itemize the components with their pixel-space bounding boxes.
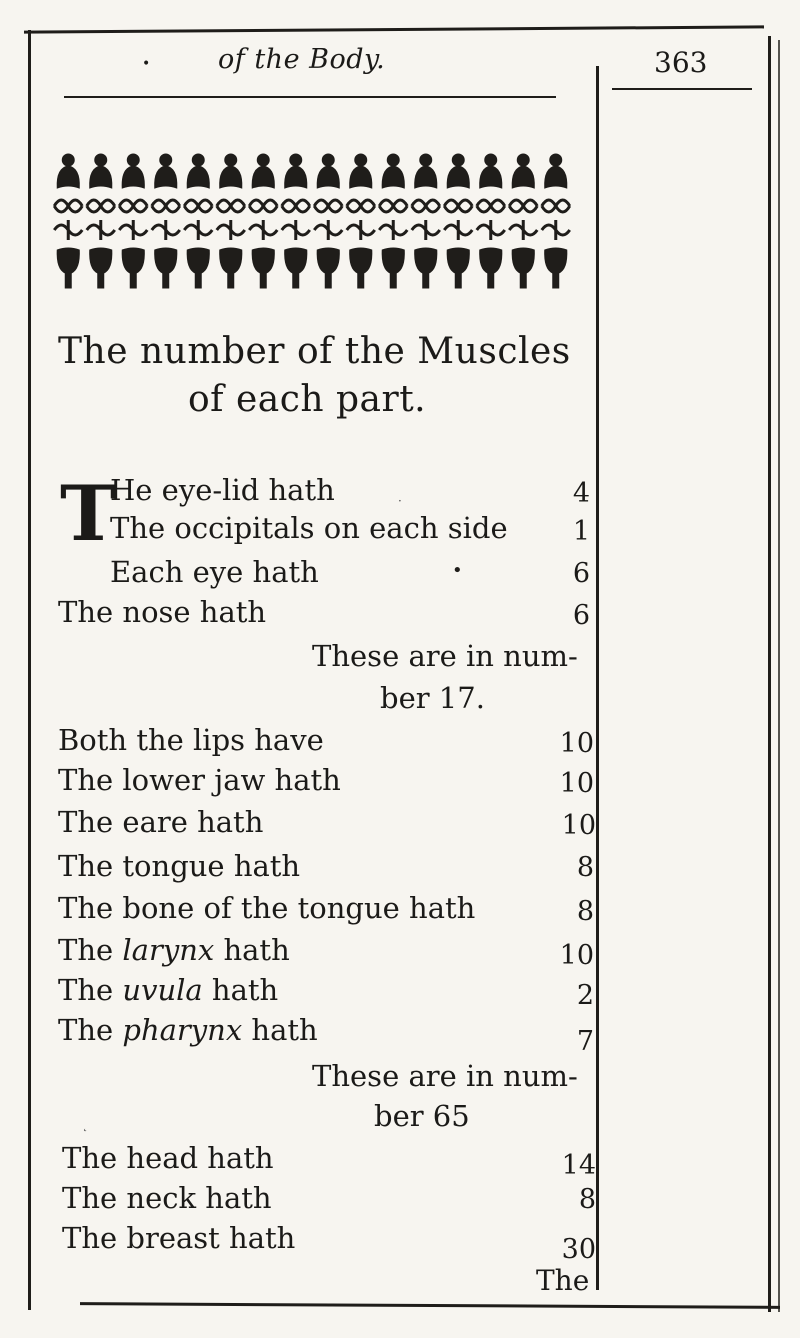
entry-occipitals bbox=[110, 510, 508, 546]
subtotal-1-line-1: These are in num- bbox=[312, 639, 578, 673]
entry-uvula bbox=[58, 972, 278, 1008]
entry-larynx bbox=[58, 932, 290, 968]
entry-label-term: pharynx bbox=[122, 1013, 243, 1047]
fleuron bbox=[87, 154, 115, 288]
entry-value: 8 bbox=[578, 1184, 596, 1215]
subtotal-2-line-1: These are in num- bbox=[312, 1059, 578, 1093]
header-rule bbox=[64, 96, 556, 98]
catchword: The bbox=[536, 1264, 590, 1297]
fleuron bbox=[477, 154, 505, 288]
header-dot: • bbox=[142, 56, 151, 72]
frame-right-inner-rule bbox=[778, 40, 780, 1312]
entry-label: He eye-lid hath bbox=[110, 473, 335, 507]
frame-right-rule bbox=[768, 36, 771, 1312]
entry-label-prefix: The bbox=[58, 1013, 123, 1047]
fleuron-ornament-band bbox=[52, 146, 572, 298]
entry-label: Each eye hath bbox=[110, 555, 319, 589]
entry-pharynx bbox=[58, 1012, 318, 1048]
fleuron bbox=[379, 154, 407, 288]
entry-value: 14 bbox=[561, 1150, 596, 1181]
fleuron bbox=[152, 154, 180, 288]
entry-value: 8 bbox=[576, 896, 594, 927]
entry-label: The tongue hath bbox=[58, 849, 301, 883]
entry-value: 10 bbox=[561, 810, 596, 841]
entry-label: The eare hath bbox=[58, 805, 264, 839]
drop-capital: T bbox=[60, 469, 117, 558]
entry-nose bbox=[58, 594, 266, 630]
entry-value: 4 bbox=[572, 478, 590, 509]
entry-label: The occipitals on each side bbox=[110, 511, 508, 545]
fleuron bbox=[314, 154, 342, 288]
fleuron bbox=[347, 154, 375, 288]
entry-label-suffix: hath bbox=[214, 933, 290, 967]
section-title-line-1: The number of the Muscles bbox=[58, 331, 571, 372]
subtotal-1-line-2: ber 17. bbox=[380, 681, 485, 715]
section-title bbox=[56, 328, 596, 424]
entry-value: 1 bbox=[572, 516, 590, 547]
entry-value: 10 bbox=[559, 940, 594, 971]
page-number: 363 bbox=[654, 46, 708, 79]
entry-label: The neck hath bbox=[62, 1181, 272, 1215]
entry-tongue bbox=[58, 848, 300, 884]
frame-top-rule bbox=[24, 25, 764, 33]
frame-bottom-rule bbox=[80, 1302, 780, 1309]
entry-label: Both the lips have bbox=[58, 723, 324, 757]
entry-label-suffix: hath bbox=[242, 1013, 318, 1047]
entry-neck bbox=[62, 1180, 272, 1216]
entry-label: The breast hath bbox=[62, 1221, 296, 1255]
entry-label-suffix: hath bbox=[202, 973, 279, 1007]
entry-tongue-bone bbox=[58, 890, 475, 926]
entry-head bbox=[62, 1140, 274, 1176]
fleuron bbox=[542, 154, 570, 288]
fleuron bbox=[444, 154, 472, 288]
section-title-line-2: of each part. bbox=[188, 379, 427, 420]
stray-mark: · bbox=[398, 494, 402, 508]
entry-value: 10 bbox=[559, 768, 594, 799]
fleuron bbox=[54, 154, 82, 288]
entry-label: The nose hath bbox=[58, 595, 267, 629]
subtotal-2-line-2: ber 65 bbox=[374, 1099, 470, 1133]
entry-value: 6 bbox=[572, 558, 590, 589]
entry-value: 2 bbox=[576, 980, 594, 1011]
stray-mark: • bbox=[452, 560, 463, 581]
margin-column-rule bbox=[596, 66, 599, 1290]
fleuron bbox=[282, 154, 310, 288]
frame-left-rule bbox=[28, 30, 31, 1310]
fleuron bbox=[509, 154, 537, 288]
running-head: of the Body. bbox=[218, 44, 386, 75]
entry-lower-jaw bbox=[58, 762, 341, 798]
entry-label-term: uvula bbox=[122, 973, 203, 1007]
fleuron bbox=[217, 154, 245, 288]
entry-label-prefix: The bbox=[58, 973, 123, 1007]
fleuron bbox=[412, 154, 440, 288]
fleuron bbox=[249, 154, 277, 288]
page-number-rule bbox=[612, 88, 752, 90]
entry-breast bbox=[62, 1220, 295, 1256]
entry-label-prefix: The bbox=[58, 933, 123, 967]
fleuron bbox=[119, 154, 147, 288]
entry-value: 10 bbox=[559, 728, 594, 759]
entry-each-eye bbox=[110, 554, 319, 590]
entry-value: 30 bbox=[561, 1234, 596, 1265]
entry-label-term: larynx bbox=[122, 933, 215, 967]
entry-eare bbox=[58, 804, 263, 840]
fleuron bbox=[184, 154, 212, 288]
entry-value: 6 bbox=[572, 600, 590, 631]
entry-label: The head hath bbox=[62, 1141, 274, 1175]
entry-value: 7 bbox=[576, 1026, 594, 1057]
stray-mark: ˛ bbox=[82, 1118, 88, 1132]
entry-value: 8 bbox=[576, 852, 594, 883]
entry-label: The bone of the tongue hath bbox=[58, 891, 476, 925]
entry-label: The lower jaw hath bbox=[58, 763, 341, 797]
entry-eye-lid bbox=[110, 472, 335, 508]
entry-lips bbox=[58, 722, 324, 758]
